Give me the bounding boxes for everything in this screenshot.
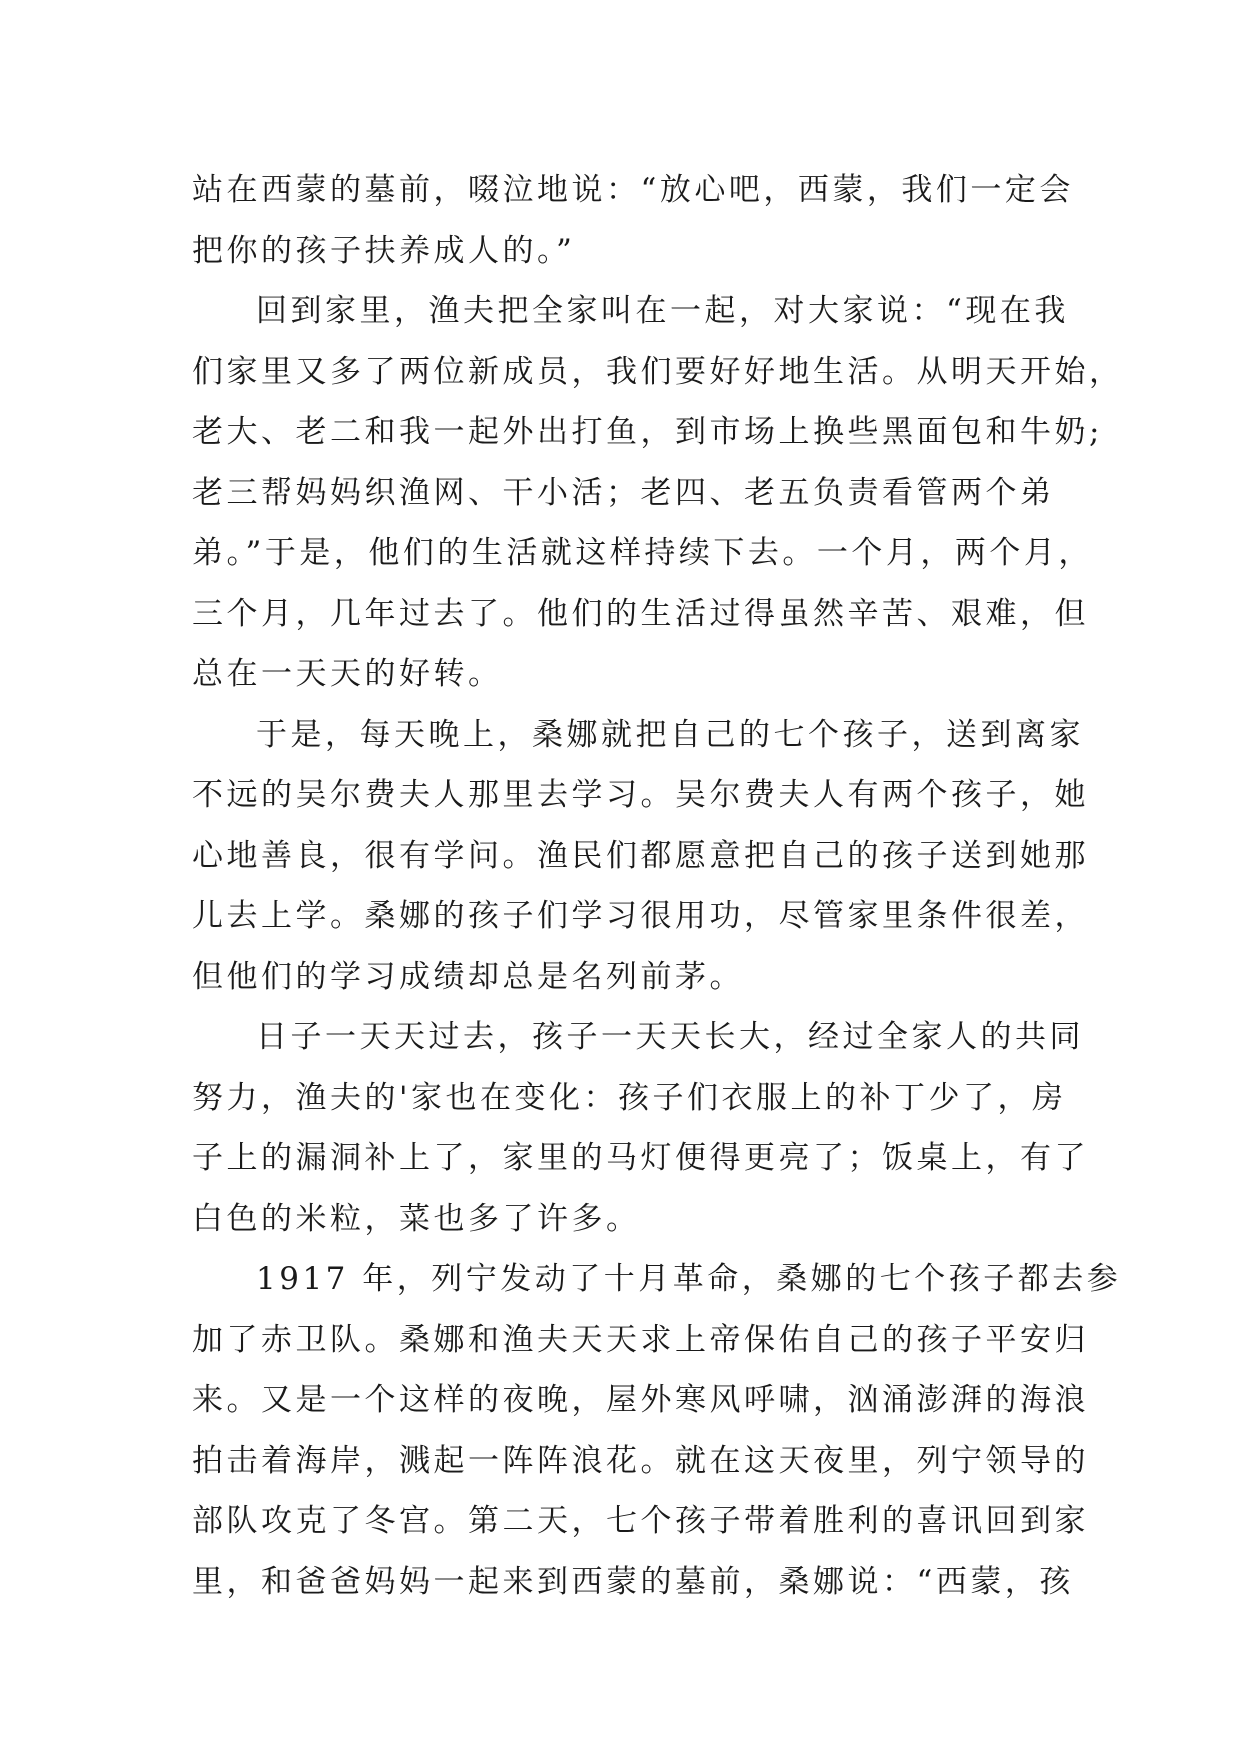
text-line: 们家里又多了两位新成员，我们要好好地生活。从明天开始，: [192, 353, 1124, 390]
text-line: 加了赤卫队。桑娜和渔夫天天求上帝保佑自己的孩子平安归: [192, 1321, 1089, 1358]
paragraph-start-line: 1917 年，列宁发动了十月革命，桑娜的七个孩子都去参: [256, 1261, 1122, 1297]
text-line: 心地善良，很有学问。渔民们都愿意把自己的孩子送到她那: [192, 837, 1089, 874]
text-line: 但他们的学习成绩却总是名列前茅。: [192, 958, 744, 995]
text-line: 总在一天天的好转。: [192, 656, 503, 692]
text-line: 儿去上学。桑娜的孩子们学习很用功，尽管家里条件很差，: [192, 898, 1089, 934]
body-text: [192, 160, 1124, 1612]
text-line: 老大、老二和我一起外出打鱼，到市场上换些黑面包和牛奶;: [192, 414, 1103, 450]
text-line: 努力，渔夫的'家也在变化：孩子们衣服上的补丁少了，房: [192, 1079, 1067, 1116]
text-line: 老三帮妈妈织渔网、干小活；老四、老五负责看管两个弟: [192, 474, 1055, 511]
text-line: 来。又是一个这样的夜晚，屋外寒风呼啸，汹涌澎湃的海浪: [192, 1382, 1089, 1418]
text-line: 里，和爸爸妈妈一起来到西蒙的墓前，桑娜说：“西蒙，孩: [192, 1563, 1074, 1600]
text-line: 不远的吴尔费夫人那里去学习。吴尔费夫人有两个孩子，她: [192, 777, 1089, 813]
text-line: 部队攻克了冬宫。第二天，七个孩子带着胜利的喜讯回到家: [192, 1503, 1089, 1539]
paragraph-start-line: 于是，每天晚上，桑娜就把自己的七个孩子，送到离家: [256, 716, 1084, 753]
text-line: 三个月，几年过去了。他们的生活过得虽然辛苦、艰难，但: [192, 595, 1089, 632]
paragraph-start-line: 回到家里，渔夫把全家叫在一起，对大家说：“现在我: [256, 293, 1069, 329]
text-line: 拍击着海岸，溅起一阵阵浪花。就在这天夜里，列宁领导的: [192, 1442, 1089, 1479]
text-line: 把你的孩子扶养成人的。”: [192, 232, 576, 269]
paragraph-start-line: 日子一天天过去，孩子一天天长大，经过全家人的共同: [256, 1019, 1084, 1055]
text-line: 弟。”于是，他们的生活就这样持续下去。一个月，两个月，: [192, 535, 1093, 571]
text-line: 白色的米粒，菜也多了许多。: [192, 1200, 641, 1237]
text-line: 站在西蒙的墓前，啜泣地说：“放心吧，西蒙，我们一定会: [192, 172, 1074, 208]
text-line: 子上的漏洞补上了，家里的马灯便得更亮了；饭桌上，有了: [192, 1140, 1089, 1176]
